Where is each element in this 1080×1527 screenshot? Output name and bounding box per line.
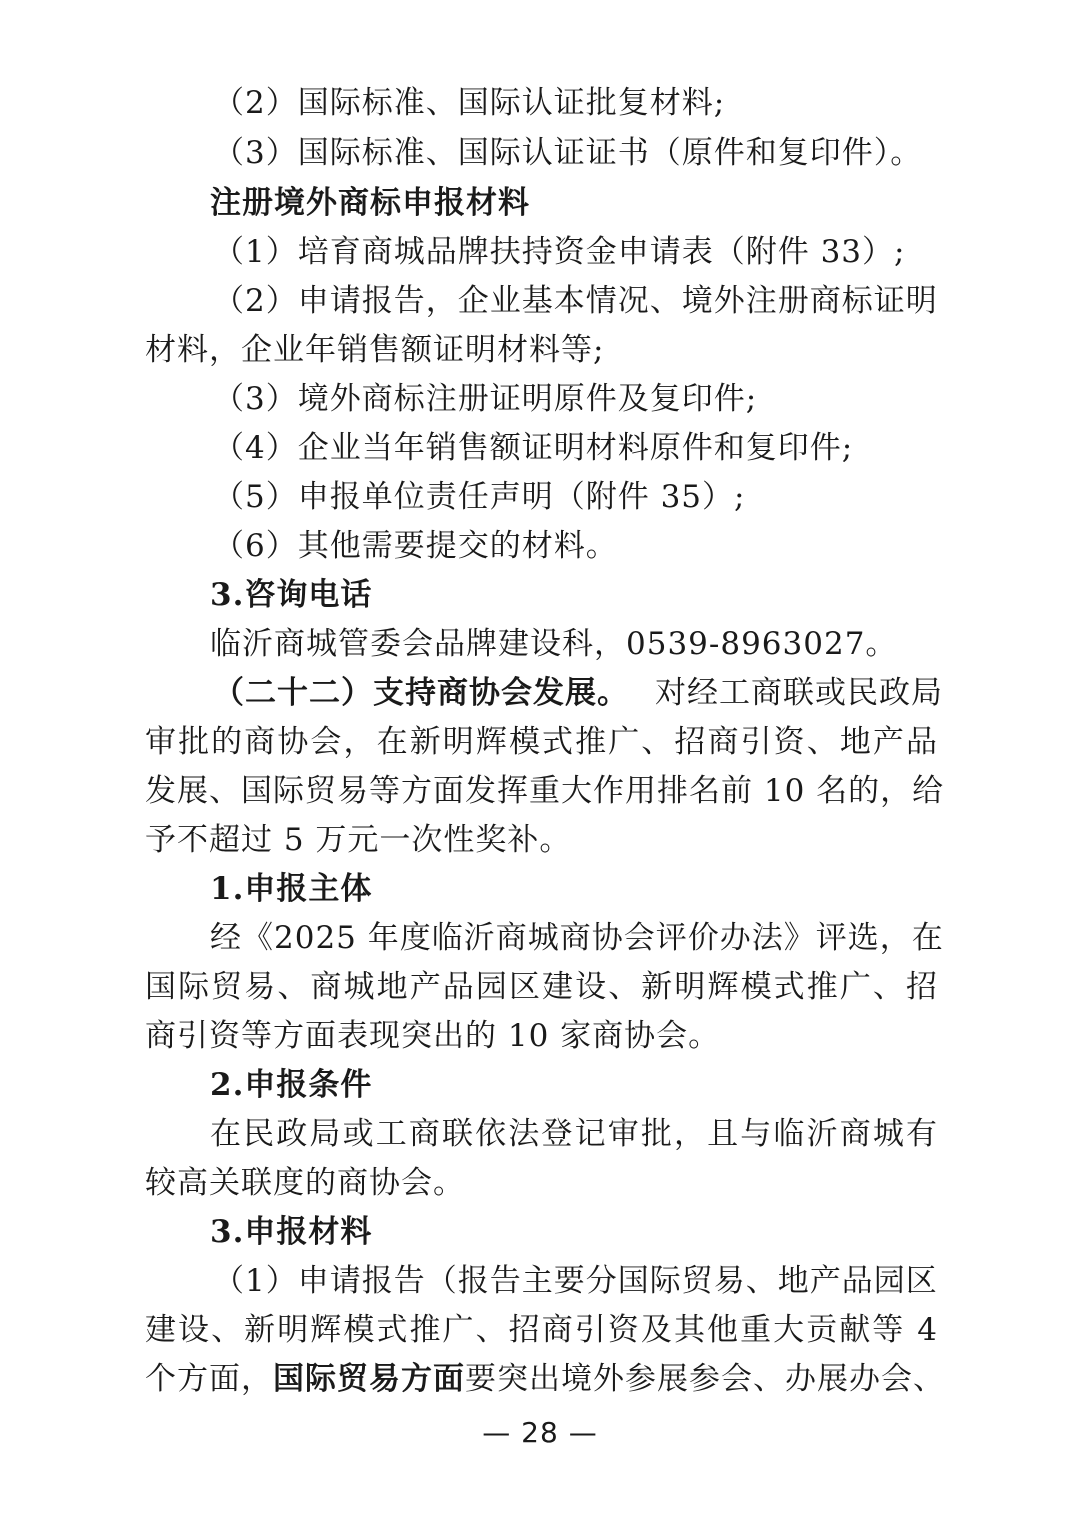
list-item: （5）申报单位责任声明（附件 35）; [213,479,746,515]
section-heading: 1.申报主体 [210,871,373,907]
contact-line: 临沂商城管委会品牌建设科，0539-8963027。 [210,626,898,662]
paragraph-line: 在民政局或工商联依法登记审批，且与临沂商城有 [210,1116,938,1152]
list-item: （2）国际标准、国际认证批复材料; [213,85,726,121]
section-heading: 2.申报条件 [210,1067,373,1103]
emphasis-text: 国际贸易方面 [273,1361,465,1397]
paragraph-line: 发展、国际贸易等方面发挥重大作用排名前 10 名的，给 [145,773,945,809]
paragraph-line [145,1359,945,1399]
paragraph-text: 要突出境外参展参会、办展办会、 [465,1361,945,1397]
paragraph-line: 审批的商协会，在新明辉模式推广、招商引资、地产品 [145,724,938,760]
list-item: （6）其他需要提交的材料。 [213,528,618,564]
list-item: （2）申请报告，企业基本情况、境外注册商标证明 [213,283,938,319]
paragraph-text: 个方面， [145,1361,273,1397]
section-heading: 3.咨询电话 [210,577,373,613]
paragraph-line: 予不超过 5 万元一次性奖补。 [145,822,572,858]
paragraph-text: 对经工商联或民政局 [655,675,943,711]
paragraph-line: 经《2025 年度临沂商城商协会评价办法》评选，在 [210,920,944,956]
paragraph-line: 商引资等方面表现突出的 10 家商协会。 [145,1018,721,1054]
list-item: （4）企业当年销售额证明材料原件和复印件; [213,430,854,466]
page-number: — 28 — [482,1416,598,1449]
list-item: （3）国际标准、国际认证证书（原件和复印件）。 [213,135,923,171]
paragraph-line: 建设、新明辉模式推广、招商引资及其他重大贡献等 4 [145,1312,938,1348]
list-item: （1）培育商城品牌扶持资金申请表（附件 33）; [213,234,906,270]
inline-heading: （二十二）支持商协会发展。 [213,675,629,711]
paragraph-line [213,673,943,713]
list-item: （3）境外商标注册证明原件及复印件; [213,381,758,417]
paragraph-line: 材料，企业年销售额证明材料等; [145,332,605,368]
paragraph-line: 国际贸易、商城地产品园区建设、新明辉模式推广、招 [145,969,938,1005]
section-heading: 注册境外商标申报材料 [210,185,530,221]
paragraph-line: 较高关联度的商协会。 [145,1165,465,1201]
section-heading: 3.申报材料 [210,1214,373,1250]
list-item: （1）申请报告（报告主要分国际贸易、地产品园区 [213,1263,938,1299]
